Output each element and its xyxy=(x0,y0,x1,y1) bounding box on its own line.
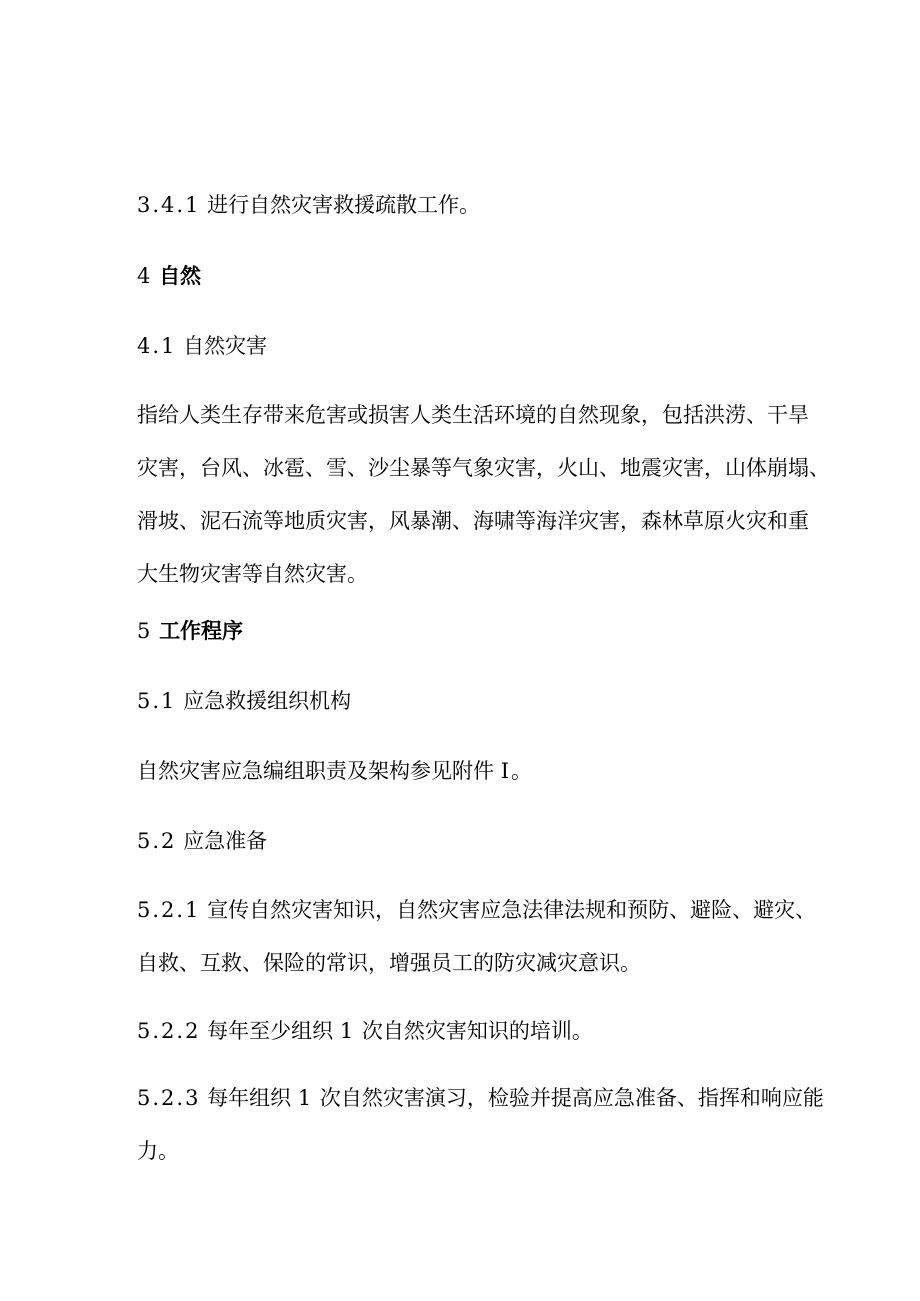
section-5-2-3 xyxy=(137,1072,824,1178)
section-text: 应急准备 xyxy=(183,829,268,853)
paragraph-text: 自然灾害应急编组职责及架构参见附件 xyxy=(137,759,494,783)
section-text: 宣传自然灾害知识，自然灾害应急法律法规和预防、避险、避灾、 xyxy=(207,898,817,922)
section-5-1 xyxy=(137,686,810,716)
section-5-2-1 xyxy=(137,884,817,990)
paragraph-5-1 xyxy=(137,756,810,786)
heading-text: 自然 xyxy=(159,264,202,288)
section-text-pre: 每年组织 xyxy=(207,1086,292,1110)
section-number: 4.1 xyxy=(137,334,177,358)
section-text: 进行自然灾害救援疏散工作。 xyxy=(207,193,481,217)
heading-4 xyxy=(137,261,810,291)
section-5-2 xyxy=(137,826,810,856)
paragraph-line: 指给人类生存带来危害或损害人类生活环境的自然现象，包括洪涝、干旱 xyxy=(137,403,809,427)
count-value: 1 xyxy=(339,1019,356,1043)
section-number: 5.2.3 xyxy=(137,1086,201,1110)
heading-number: 4 xyxy=(137,264,153,288)
section-number: 5.1 xyxy=(137,689,177,713)
heading-text: 工作程序 xyxy=(159,619,244,643)
section-number: 5.2.1 xyxy=(137,898,201,922)
section-5-2-2 xyxy=(137,1016,810,1046)
section-text-post: 次自然灾害演习，检验并提高应急准备、指挥和响应能 xyxy=(319,1086,824,1110)
section-text-pre: 每年至少组织 xyxy=(207,1019,334,1043)
section-number: 3.4.1 xyxy=(137,193,201,217)
heading-number: 5 xyxy=(137,619,153,643)
section-number: 5.2 xyxy=(137,829,177,853)
section-number: 5.2.2 xyxy=(137,1019,201,1043)
heading-5 xyxy=(137,616,810,646)
paragraph-line: 滑坡、泥石流等地质灾害，风暴潮、海啸等海洋灾害，森林草原火灾和重 xyxy=(137,509,809,533)
section-3-4-1 xyxy=(137,190,810,220)
count-value: 1 xyxy=(297,1086,314,1110)
paragraph-line xyxy=(137,884,817,937)
paragraph-line: 灾害，台风、冰雹、雪、沙尘暴等气象灾害，火山、地震灾害，山体崩塌、 xyxy=(137,456,830,480)
paragraph-line: 力。 xyxy=(137,1139,179,1163)
paragraph-line: 自救、互救、保险的常识，增强员工的防灾减灾意识。 xyxy=(137,951,641,975)
paragraph-natural-disaster-definition xyxy=(137,389,830,601)
paragraph-line xyxy=(137,1072,824,1125)
paragraph-line: 大生物灾害等自然灾害。 xyxy=(137,562,368,586)
section-text: 自然灾害 xyxy=(183,334,268,358)
section-4-1 xyxy=(137,331,810,361)
section-text-post: 次自然灾害知识的培训。 xyxy=(361,1019,593,1043)
section-text: 应急救援组织机构 xyxy=(183,689,352,713)
annex-reference: I。 xyxy=(500,759,534,783)
